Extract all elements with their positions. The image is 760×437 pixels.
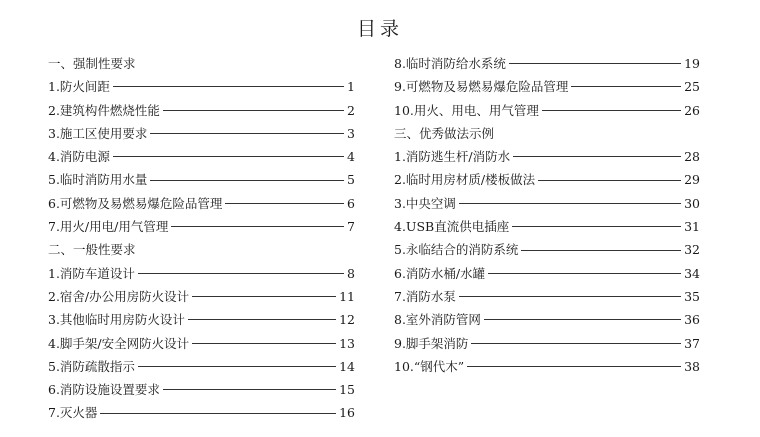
toc-entry-page-number: 4: [347, 149, 355, 165]
toc-right-column: [394, 52, 700, 378]
dash-leader: [150, 133, 344, 134]
toc-entry-label: 3.施工区使用要求: [48, 125, 148, 141]
dash-leader: [513, 156, 681, 157]
section-heading-general: 二、一般性要求: [48, 242, 136, 258]
toc-entry-label: 10.用火、用电、用气管理: [394, 102, 539, 118]
toc-entry-label: 10.“钢代木”: [394, 358, 465, 374]
toc-entry-label: 6.可燃物及易燃易爆危险品管理: [48, 195, 223, 211]
section-examples-items: [394, 145, 700, 378]
toc-entry-page-number: 19: [684, 56, 700, 71]
toc-entry-label: 2.建筑构件燃烧性能: [48, 102, 160, 118]
toc-entry[interactable]: [394, 192, 700, 215]
toc-entry[interactable]: [48, 75, 355, 98]
toc-entry-page-number: 38: [684, 358, 700, 374]
section-mandatory-items: [48, 75, 355, 238]
toc-entry[interactable]: [48, 168, 355, 191]
toc-entry-label: 5.消防疏散指示: [48, 358, 135, 374]
toc-entry[interactable]: [48, 355, 355, 378]
toc-entry-page-number: 8: [347, 265, 355, 281]
toc-entry-label: 7.灭火器: [48, 405, 98, 421]
dash-leader: [163, 110, 344, 111]
toc-entry[interactable]: [394, 168, 700, 191]
toc-entry-page-number: 25: [684, 79, 700, 95]
toc-entry[interactable]: [394, 238, 700, 261]
section-heading-mandatory: 一、强制性要求: [48, 56, 136, 71]
dash-leader: [538, 180, 681, 181]
toc-entry-page-number: 34: [684, 265, 700, 281]
dash-leader: [192, 343, 336, 344]
dash-leader: [488, 273, 681, 274]
toc-entry-page-number: 16: [339, 405, 355, 421]
toc-entry[interactable]: [394, 308, 700, 331]
toc-entry-label: 7.消防水泵: [394, 288, 456, 304]
toc-entry[interactable]: [48, 308, 355, 331]
toc-entry[interactable]: [48, 145, 355, 168]
dash-leader: [171, 226, 344, 227]
dash-leader: [192, 296, 336, 297]
section-heading-examples: 三、优秀做法示例: [394, 125, 495, 141]
dash-leader: [484, 319, 681, 320]
toc-entry[interactable]: [48, 401, 355, 424]
toc-entry-page-number: 7: [347, 219, 355, 235]
dash-leader: [509, 63, 681, 64]
toc-entry[interactable]: [48, 99, 355, 122]
toc-entry-label: 4.USB直流供电插座: [394, 219, 510, 235]
toc-entry-label: 5.临时消防用水量: [48, 172, 148, 188]
toc-entry-label: 3.中央空调: [394, 195, 456, 211]
dash-leader: [512, 226, 681, 227]
page-title: 目录: [356, 18, 403, 40]
toc-entry[interactable]: [394, 99, 700, 122]
toc-entry-page-number: 37: [684, 335, 700, 351]
toc-entry-label: 3.其他临时用房防火设计: [48, 312, 185, 328]
toc-entry[interactable]: [394, 355, 700, 378]
toc-entry-page-number: 36: [684, 312, 700, 328]
section-general-items: [48, 262, 355, 425]
toc-entry[interactable]: [394, 145, 700, 168]
dash-leader: [459, 203, 681, 204]
toc-entry-page-number: 13: [339, 335, 355, 351]
toc-entry[interactable]: [48, 262, 355, 285]
dash-leader: [100, 413, 336, 414]
toc-entry[interactable]: [48, 122, 355, 145]
dash-leader: [138, 273, 344, 274]
toc-entry-page-number: 15: [339, 382, 355, 398]
toc-entry-label: 6.消防水桶/水罐: [394, 265, 486, 281]
dash-leader: [163, 389, 336, 390]
toc-entry-page-number: 32: [684, 242, 700, 258]
toc-entry[interactable]: [394, 75, 700, 98]
toc-entry[interactable]: [394, 332, 700, 355]
section-general-items-continued: [394, 52, 700, 122]
toc-entry-label: 9.脚手架消防: [394, 335, 469, 351]
dash-leader: [459, 296, 681, 297]
toc-entry[interactable]: [48, 332, 355, 355]
toc-entry-label: 8.室外消防管网: [394, 312, 481, 328]
dash-leader: [138, 366, 336, 367]
toc-left-column: [48, 52, 355, 425]
toc-entry-page-number: 31: [684, 219, 700, 235]
toc-entry-page-number: 35: [684, 288, 700, 304]
toc-entry-page-number: 2: [347, 102, 355, 118]
toc-entry[interactable]: [48, 215, 355, 238]
toc-entry-page-number: 6: [347, 195, 355, 211]
toc-entry[interactable]: [48, 378, 355, 401]
toc-entry-page-number: 12: [339, 312, 355, 328]
toc-entry-label: 2.宿舍/办公用房防火设计: [48, 288, 190, 304]
toc-entry-page-number: 30: [684, 195, 700, 211]
toc-entry[interactable]: [394, 285, 700, 308]
dash-leader: [521, 250, 681, 251]
dash-leader: [188, 319, 336, 320]
toc-entry-page-number: 26: [684, 102, 700, 118]
dash-leader: [225, 203, 344, 204]
toc-entry[interactable]: [48, 285, 355, 308]
toc-entry-label: 7.用火/用电/用气管理: [48, 219, 169, 235]
toc-entry-label: 8.临时消防给水系统: [394, 56, 506, 71]
toc-entry-label: 4.消防电源: [48, 149, 110, 165]
toc-entry[interactable]: [394, 262, 700, 285]
toc-entry-page-number: 11: [339, 288, 355, 304]
toc-entry-label: 1.消防逃生杆/消防水: [394, 149, 511, 165]
toc-entry[interactable]: [394, 215, 700, 238]
dash-leader: [571, 86, 681, 87]
dash-leader: [113, 86, 344, 87]
toc-entry-label: 4.脚手架/安全网防火设计: [48, 335, 190, 351]
dash-leader: [150, 180, 344, 181]
toc-entry-label: 6.消防设施设置要求: [48, 382, 160, 398]
toc-entry-label: 2.临时用房材质/楼板做法: [394, 172, 536, 188]
dash-leader: [542, 110, 681, 111]
toc-entry-page-number: 29: [684, 172, 700, 188]
dash-leader: [467, 366, 681, 367]
toc-entry[interactable]: [394, 52, 700, 75]
toc-entry-page-number: 28: [684, 149, 700, 165]
dash-leader: [113, 156, 344, 157]
toc-entry-page-number: 3: [347, 125, 355, 141]
toc-entry-page-number: 14: [339, 358, 355, 374]
toc-entry[interactable]: [48, 192, 355, 215]
toc-entry-page-number: 1: [347, 79, 355, 95]
toc-entry-label: 1.防火间距: [48, 79, 110, 95]
toc-entry-label: 1.消防车道设计: [48, 265, 135, 281]
toc-entry-page-number: 5: [347, 172, 355, 188]
dash-leader: [471, 343, 681, 344]
toc-entry-label: 9.可燃物及易燃易爆危险品管理: [394, 79, 569, 95]
toc-entry-label: 5.永临结合的消防系统: [394, 242, 519, 258]
